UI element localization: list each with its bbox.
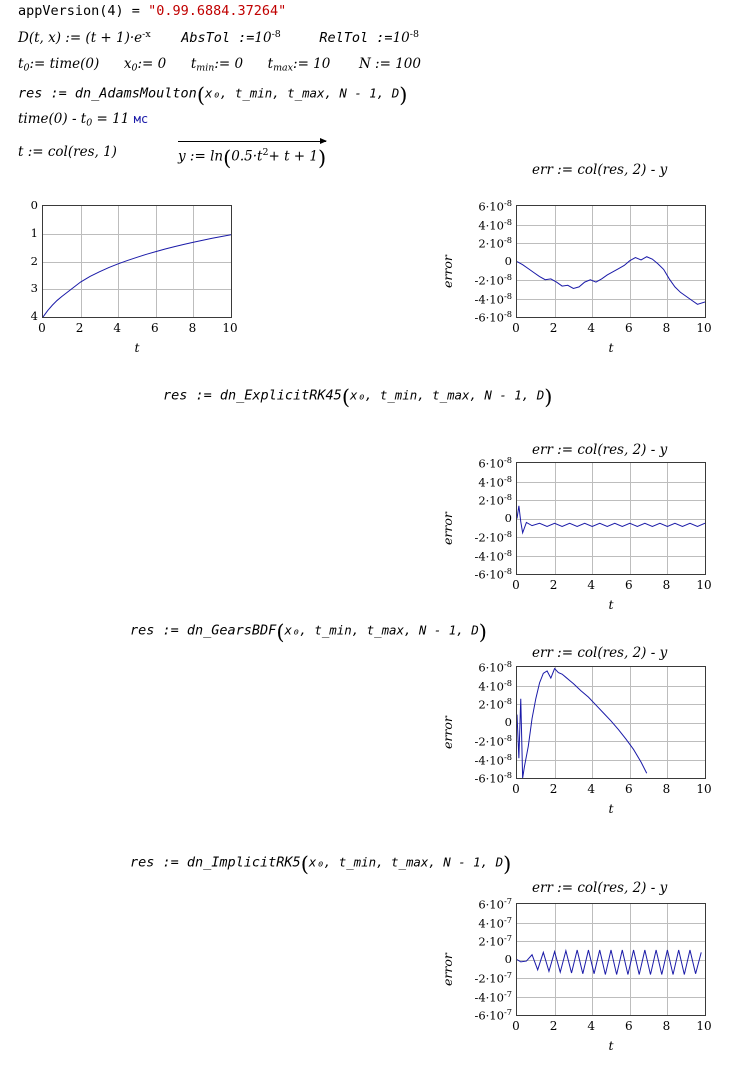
timing-row — [18, 112, 148, 129]
x-axis-label: t — [608, 340, 614, 355]
y-axis-tick-label: $-6\cdot 10^{-8}$ — [474, 566, 512, 582]
x-axis-tick-label: 6 — [624, 321, 633, 335]
err-caption-explicit-rk45 — [532, 442, 667, 458]
x0-subscript: 0 — [131, 62, 138, 74]
reltol-exponent: -8 — [409, 29, 419, 40]
t-col-expression: t := col(res, 1) — [18, 144, 117, 160]
y-axis-tick-label: 1 — [30, 225, 38, 240]
x-axis-tick-label: 8 — [662, 1019, 671, 1033]
err-caption-implicit-rk5 — [532, 880, 667, 896]
y-axis-tick-label: $2\cdot 10^{-8}$ — [478, 235, 512, 251]
t-col-row — [18, 145, 117, 160]
x-axis-tick-label: 4 — [113, 321, 121, 335]
x-axis-tick-label: 8 — [662, 578, 671, 592]
x-axis-tick-label: 2 — [549, 782, 558, 796]
y-axis-tick-label: $-2\cdot 10^{-8}$ — [474, 733, 512, 749]
explicit-rk45-call-row: res := dn_ExplicitRK45(x₀, t_min, t_max, N - 1, D) — [163, 385, 553, 409]
tmin-symbol: t — [190, 56, 197, 72]
x-axis-tick-label: 10 — [696, 1019, 712, 1033]
x-axis-tick-label: 0 — [512, 782, 520, 796]
tmax-subscript: max — [273, 62, 294, 74]
x-axis-tick-label: 0 — [512, 578, 520, 592]
y-axis-label: error — [440, 511, 455, 545]
y-axis-label: error — [440, 715, 455, 749]
y-axis-tick-label: 3 — [30, 281, 38, 296]
y-axis-tick-label: $6\cdot 10^{-8}$ — [478, 198, 512, 214]
explicit-rk45-args: x₀, t_min, t_max, N - 1, D — [349, 387, 545, 403]
x-axis-tick-label: 10 — [696, 321, 712, 335]
err-caption-gears-bdf — [532, 645, 667, 661]
tmax-rhs: := 10 — [293, 56, 331, 72]
y-axis-tick-label: $6\cdot 10^{-7}$ — [478, 896, 512, 912]
x-axis-tick-label: 0 — [512, 321, 520, 335]
tmin-subscript: min — [196, 62, 215, 74]
data-curve — [517, 206, 705, 317]
n-assignment: N := 100 — [358, 56, 421, 72]
tmin-rhs: := 0 — [214, 56, 244, 72]
y-axis-tick-label: 0 — [504, 714, 512, 729]
ode-exponent: -x — [142, 29, 151, 40]
t0-subscript: 0 — [23, 62, 30, 74]
implicit-rk5-call: res := dn_ImplicitRK5 — [130, 854, 301, 871]
y-definition-prefix: y := ln — [178, 148, 224, 165]
x-axis-label: t — [134, 340, 140, 355]
x-axis-tick-label: 0 — [38, 321, 46, 335]
data-curve — [43, 206, 231, 317]
x-axis-tick-label: 10 — [696, 578, 712, 592]
y-axis-tick-label: $2\cdot 10^{-7}$ — [478, 933, 512, 949]
x-axis-tick-label: 4 — [587, 578, 595, 592]
y-definition-exponent: 2 — [262, 147, 269, 159]
data-curve — [517, 904, 705, 1015]
data-curve — [517, 463, 705, 574]
x-axis-tick-label: 0 — [512, 1019, 520, 1033]
x0-symbol: x — [123, 56, 132, 72]
x-axis-tick-label: 2 — [75, 321, 84, 335]
timing-unit: мс — [133, 112, 149, 126]
y-axis-tick-label: 0 — [504, 253, 512, 268]
abstol-exponent: -8 — [271, 29, 281, 40]
y-axis-tick-label: $6\cdot 10^{-8}$ — [478, 455, 512, 471]
y-axis-tick-label: $4\cdot 10^{-8}$ — [478, 473, 512, 490]
reltol-value: 10 — [392, 30, 410, 47]
app-version-label: appVersion(4) — [18, 3, 124, 19]
y-axis-tick-label: $-4\cdot 10^{-8}$ — [474, 751, 512, 768]
adams-moulton-args: x₀, t_min, t_max, N - 1, D — [204, 85, 400, 101]
y-axis-tick-label: $-2\cdot 10^{-7}$ — [474, 970, 512, 986]
x-axis-tick-label: 4 — [587, 321, 595, 335]
implicit-rk5-args: x₀, t_min, t_max, N - 1, D — [308, 854, 504, 870]
plot-area — [516, 462, 706, 575]
vectorize-arrow: y := $\ln(0.5\cdot t^2+ t + 1)$ — [178, 141, 326, 170]
gears-bdf-call-row: res := dn_GearsBDF(x₀, t_min, t_max, N - 1, D) — [130, 620, 487, 644]
y-axis-tick-label: $-6\cdot 10^{-8}$ — [474, 770, 512, 786]
y-axis-tick-label: $4\cdot 10^{-8}$ — [478, 677, 512, 694]
timing-label: time(0) - t — [18, 111, 87, 127]
y-axis-tick-label: 0 — [30, 198, 38, 212]
x-axis-tick-label: 6 — [624, 578, 633, 592]
err-caption-text: err := col(res, 2) - y — [532, 880, 668, 896]
adams-moulton-call-row: res := dn_AdamsMoulton(x₀, t_min, t_max, N - 1, D) — [18, 83, 408, 107]
y-definition-inner-b: + t + 1 — [268, 148, 318, 165]
x-axis-tick-label: 6 — [624, 1019, 633, 1033]
plot-area — [516, 205, 706, 318]
y-axis-label: error — [440, 254, 455, 288]
implicit-rk5-call-row: res := dn_ImplicitRK5(x₀, t_min, t_max, N - 1, D) — [130, 852, 512, 876]
gears-bdf-args: x₀, t_min, t_max, N - 1, D — [284, 622, 479, 638]
x-axis-tick-label: 2 — [549, 578, 558, 592]
app-version-row: appVersion(4) = "0.99.6884.37264" — [18, 3, 287, 19]
y-axis-tick-label: $6\cdot 10^{-8}$ — [478, 659, 512, 675]
timing-value: = 11 — [96, 111, 130, 127]
y-axis-tick-label: $-4\cdot 10^{-7}$ — [474, 988, 512, 1005]
err-caption-adams-moulton — [532, 162, 667, 178]
y-axis-tick-label: $-2\cdot 10^{-8}$ — [474, 272, 512, 288]
x-axis-tick-label: 8 — [662, 321, 671, 335]
y-axis-tick-label: $4\cdot 10^{-7}$ — [478, 914, 512, 931]
y-axis-tick-label: $-2\cdot 10^{-8}$ — [474, 529, 512, 545]
err-caption-text: err := col(res, 2) - y — [532, 645, 668, 661]
data-curve — [517, 667, 705, 778]
x-axis-tick-label: 6 — [624, 782, 633, 796]
ode-definition-row — [18, 30, 419, 46]
tmax-symbol: t — [267, 56, 274, 72]
y-axis-tick-label: 0 — [504, 510, 512, 525]
x-axis-label: t — [608, 597, 614, 612]
y-axis-tick-label: $-6\cdot 10^{-8}$ — [474, 309, 512, 325]
abstol-value: 10 — [254, 30, 272, 47]
x-axis-tick-label: 6 — [150, 321, 159, 335]
x-axis-tick-label: 2 — [549, 1019, 558, 1033]
reltol-label: RelTol := — [319, 30, 393, 47]
y-axis-tick-label: $-4\cdot 10^{-8}$ — [474, 547, 512, 564]
y-axis-tick-label: 4 — [30, 309, 38, 323]
explicit-rk45-call: res := dn_ExplicitRK45 — [163, 387, 342, 404]
x-axis-tick-label: 10 — [696, 782, 712, 796]
plot-area — [516, 666, 706, 779]
y-axis-label: error — [440, 952, 455, 986]
initial-conditions-row — [18, 57, 421, 74]
y-axis-tick-label: 2 — [30, 253, 38, 268]
x-axis-tick-label: 10 — [222, 321, 238, 335]
x-axis-tick-label: 8 — [662, 782, 671, 796]
y-axis-tick-label: $-6\cdot 10^{-7}$ — [474, 1007, 512, 1023]
x-axis-tick-label: 4 — [587, 782, 595, 796]
x-axis-tick-label: 4 — [587, 1019, 595, 1033]
app-version-value: "0.99.6884.37264" — [148, 3, 287, 19]
y-definition-inner-a: 0.5·t — [231, 148, 263, 165]
y-axis-tick-label: $2\cdot 10^{-8}$ — [478, 696, 512, 712]
x-axis-tick-label: 2 — [549, 321, 558, 335]
timing-subscript: 0 — [86, 117, 93, 129]
x0-rhs: := 0 — [137, 56, 167, 72]
x-axis-label: t — [608, 1038, 614, 1053]
x-axis-tick-label: 8 — [188, 321, 197, 335]
abstol-label: AbsTol := — [181, 30, 255, 47]
y-axis-tick-label: $2\cdot 10^{-8}$ — [478, 492, 512, 508]
adams-moulton-call: res := dn_AdamsMoulton — [18, 85, 197, 102]
y-axis-tick-label: $4\cdot 10^{-8}$ — [478, 216, 512, 233]
t0-symbol: t — [18, 56, 24, 72]
err-caption-text: err := col(res, 2) - y — [532, 442, 668, 458]
plot-area — [516, 903, 706, 1016]
x-axis-label: t — [608, 801, 614, 816]
t0-rhs: := time(0) — [29, 56, 100, 72]
y-axis-tick-label: 0 — [504, 951, 512, 966]
err-caption-text: err := col(res, 2) - y — [532, 162, 668, 178]
y-definition-row — [178, 141, 326, 170]
ode-definition: D(t, x) := (t + 1)·e — [18, 30, 143, 47]
plot-area — [42, 205, 232, 318]
y-axis-tick-label: $-4\cdot 10^{-8}$ — [474, 290, 512, 307]
gears-bdf-call: res := dn_GearsBDF — [130, 622, 277, 639]
